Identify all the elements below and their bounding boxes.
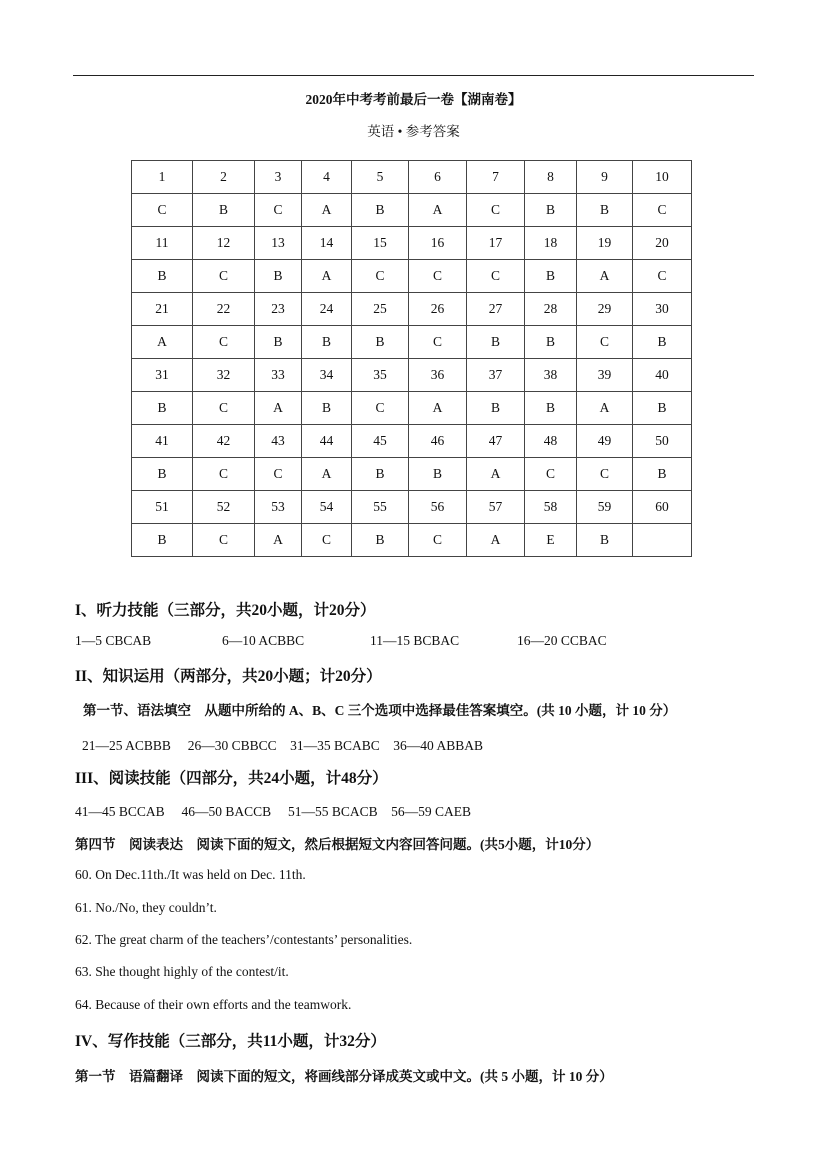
answer-cell: B — [633, 458, 692, 491]
question-number-cell: 9 — [577, 161, 633, 194]
question-number-cell: 13 — [255, 227, 302, 260]
question-number-row — [132, 491, 692, 524]
document-title: 2020年中考考前最后一卷【湖南卷】 — [305, 92, 522, 107]
document-subtitle: 英语 • 参考答案 — [367, 124, 460, 139]
answer-cell: C — [255, 458, 302, 491]
question-number-cell: 18 — [525, 227, 577, 260]
question-number-cell: 23 — [255, 293, 302, 326]
answer-cell: C — [633, 260, 692, 293]
answer-cell: B — [467, 392, 525, 425]
question-number-row — [132, 161, 692, 194]
answer-cell: B — [255, 260, 302, 293]
question-number-cell: 49 — [577, 425, 633, 458]
answer-cell: B — [132, 458, 193, 491]
answer-cell: C — [255, 194, 302, 227]
answer-cell: B — [525, 326, 577, 359]
answer-64: 64. Because of their own efforts and the teamwork. — [75, 997, 352, 1012]
section-1-heading: I、听力技能（三部分，共20小题，计20分） — [75, 602, 376, 619]
answer-62: 62. The great charm of the teachers’/contestants’ personalities. — [75, 932, 413, 947]
answer-group: 1—5 CBCAB — [75, 633, 152, 648]
question-number-cell: 22 — [193, 293, 255, 326]
question-number-cell: 26 — [409, 293, 467, 326]
question-number-cell: 53 — [255, 491, 302, 524]
answer-cell: B — [352, 458, 409, 491]
answer-group: 11—15 BCBAC — [370, 633, 460, 648]
question-number-cell: 50 — [633, 425, 692, 458]
question-number-cell: 2 — [193, 161, 255, 194]
answer-group: 16—20 CCBAC — [517, 633, 607, 648]
question-number-cell: 44 — [302, 425, 352, 458]
answer-cell: B — [132, 260, 193, 293]
answer-cell: C — [352, 392, 409, 425]
question-number-cell: 5 — [352, 161, 409, 194]
answer-cell: C — [409, 260, 467, 293]
question-number-cell: 8 — [525, 161, 577, 194]
question-number-row — [132, 359, 692, 392]
answer-cell: B — [467, 326, 525, 359]
question-number-row — [132, 227, 692, 260]
question-number-cell: 30 — [633, 293, 692, 326]
answer-row — [132, 392, 692, 425]
answer-cell: B — [409, 458, 467, 491]
question-number-cell: 34 — [302, 359, 352, 392]
question-number-cell: 55 — [352, 491, 409, 524]
question-number-row — [132, 425, 692, 458]
question-number-cell: 51 — [132, 491, 193, 524]
answer-cell: B — [193, 194, 255, 227]
answer-cell: B — [525, 260, 577, 293]
question-number-cell: 27 — [467, 293, 525, 326]
section-3-subheading: 第四节 阅读表达 阅读下面的短文，然后根据短文内容回答问题。(共5小题，计10分） — [75, 837, 600, 852]
question-number-cell: 56 — [409, 491, 467, 524]
question-number-cell: 31 — [132, 359, 193, 392]
section-2-answers: 21—25 ACBBB 26—30 CBBCC 31—35 BCABC 36—40 ABBAB — [82, 738, 483, 753]
question-number-cell: 47 — [467, 425, 525, 458]
question-number-cell: 32 — [193, 359, 255, 392]
header-rule — [73, 75, 754, 76]
answer-cell: C — [467, 194, 525, 227]
answer-61: 61. No./No, they couldn’t. — [75, 900, 217, 915]
answer-cell: B — [302, 326, 352, 359]
answer-table-body — [132, 161, 692, 557]
answer-cell: B — [352, 194, 409, 227]
question-number-cell: 60 — [633, 491, 692, 524]
section-4-subheading: 第一节 语篇翻译 阅读下面的短文，将画线部分译成英文或中文。(共 5 小题，计 10 分） — [75, 1069, 613, 1084]
answer-cell: C — [193, 458, 255, 491]
answer-group: 6—10 ACBBC — [222, 633, 305, 648]
question-number-row — [132, 293, 692, 326]
answer-cell: B — [577, 524, 633, 557]
question-number-cell: 17 — [467, 227, 525, 260]
question-number-cell: 3 — [255, 161, 302, 194]
section-3-heading: III、阅读技能（四部分，共24小题，计48分） — [75, 770, 388, 787]
answer-cell: C — [409, 524, 467, 557]
answer-60: 60. On Dec.11th./It was held on Dec. 11th. — [75, 867, 306, 882]
answer-cell: B — [577, 194, 633, 227]
answer-cell: B — [525, 392, 577, 425]
question-number-cell: 1 — [132, 161, 193, 194]
answer-cell: B — [352, 524, 409, 557]
question-number-cell: 36 — [409, 359, 467, 392]
answer-cell: C — [193, 326, 255, 359]
question-number-cell: 40 — [633, 359, 692, 392]
answer-cell: C — [302, 524, 352, 557]
question-number-cell: 4 — [302, 161, 352, 194]
answer-cell: C — [577, 326, 633, 359]
answer-cell: A — [577, 392, 633, 425]
answer-cell: B — [255, 326, 302, 359]
answer-cell: B — [525, 194, 577, 227]
answer-cell: A — [467, 458, 525, 491]
question-number-cell: 14 — [302, 227, 352, 260]
question-number-cell: 45 — [352, 425, 409, 458]
question-number-cell: 20 — [633, 227, 692, 260]
question-number-cell: 21 — [132, 293, 193, 326]
question-number-cell: 7 — [467, 161, 525, 194]
question-number-cell: 16 — [409, 227, 467, 260]
answer-cell: A — [255, 392, 302, 425]
question-number-cell: 33 — [255, 359, 302, 392]
answer-cell: A — [467, 524, 525, 557]
answer-cell: B — [302, 392, 352, 425]
question-number-cell: 39 — [577, 359, 633, 392]
answer-cell: C — [193, 260, 255, 293]
answer-cell: C — [409, 326, 467, 359]
answer-cell: C — [467, 260, 525, 293]
answer-cell: A — [409, 392, 467, 425]
question-number-cell: 37 — [467, 359, 525, 392]
question-number-cell: 11 — [132, 227, 193, 260]
question-number-cell: 29 — [577, 293, 633, 326]
answer-cell: A — [255, 524, 302, 557]
answer-row — [132, 194, 692, 227]
answer-cell: A — [409, 194, 467, 227]
answer-cell: B — [633, 326, 692, 359]
question-number-cell: 24 — [302, 293, 352, 326]
question-number-cell: 28 — [525, 293, 577, 326]
answer-cell: C — [132, 194, 193, 227]
question-number-cell: 41 — [132, 425, 193, 458]
answer-table — [131, 160, 692, 557]
answer-cell: A — [577, 260, 633, 293]
answer-cell — [633, 524, 692, 557]
answer-cell: C — [633, 194, 692, 227]
section-2-heading: II、知识运用（两部分，共20小题；计20分） — [75, 668, 382, 685]
answer-cell: C — [577, 458, 633, 491]
question-number-cell: 58 — [525, 491, 577, 524]
answer-cell: C — [193, 392, 255, 425]
answer-cell: B — [633, 392, 692, 425]
answer-63: 63. She thought highly of the contest/it. — [75, 964, 289, 979]
answer-row — [132, 458, 692, 491]
question-number-cell: 42 — [193, 425, 255, 458]
answer-row — [132, 260, 692, 293]
answer-cell: C — [193, 524, 255, 557]
section-3-answers: 41—45 BCCAB 46—50 BACCB 51—55 BCACB 56—59 CAEB — [75, 804, 472, 819]
answer-row — [132, 524, 692, 557]
answer-cell: E — [525, 524, 577, 557]
question-number-cell: 59 — [577, 491, 633, 524]
answer-cell: C — [525, 458, 577, 491]
answer-cell: B — [132, 392, 193, 425]
answer-cell: A — [302, 260, 352, 293]
answer-row — [132, 326, 692, 359]
answer-cell: B — [352, 326, 409, 359]
question-number-cell: 15 — [352, 227, 409, 260]
question-number-cell: 25 — [352, 293, 409, 326]
question-number-cell: 43 — [255, 425, 302, 458]
answer-cell: A — [132, 326, 193, 359]
answer-cell: B — [132, 524, 193, 557]
question-number-cell: 46 — [409, 425, 467, 458]
question-number-cell: 35 — [352, 359, 409, 392]
question-number-cell: 12 — [193, 227, 255, 260]
answer-cell: A — [302, 194, 352, 227]
question-number-cell: 48 — [525, 425, 577, 458]
section-2-subheading: 第一节、语法填空 从题中所给的 A、B、C 三个选项中选择最佳答案填空。(共 10 小题，计 10 分） — [83, 703, 677, 718]
answer-cell: C — [352, 260, 409, 293]
question-number-cell: 10 — [633, 161, 692, 194]
question-number-cell: 38 — [525, 359, 577, 392]
question-number-cell: 54 — [302, 491, 352, 524]
question-number-cell: 57 — [467, 491, 525, 524]
question-number-cell: 6 — [409, 161, 467, 194]
question-number-cell: 19 — [577, 227, 633, 260]
answer-cell: A — [302, 458, 352, 491]
section-4-heading: IV、写作技能（三部分，共11小题，计32分） — [75, 1033, 386, 1050]
question-number-cell: 52 — [193, 491, 255, 524]
